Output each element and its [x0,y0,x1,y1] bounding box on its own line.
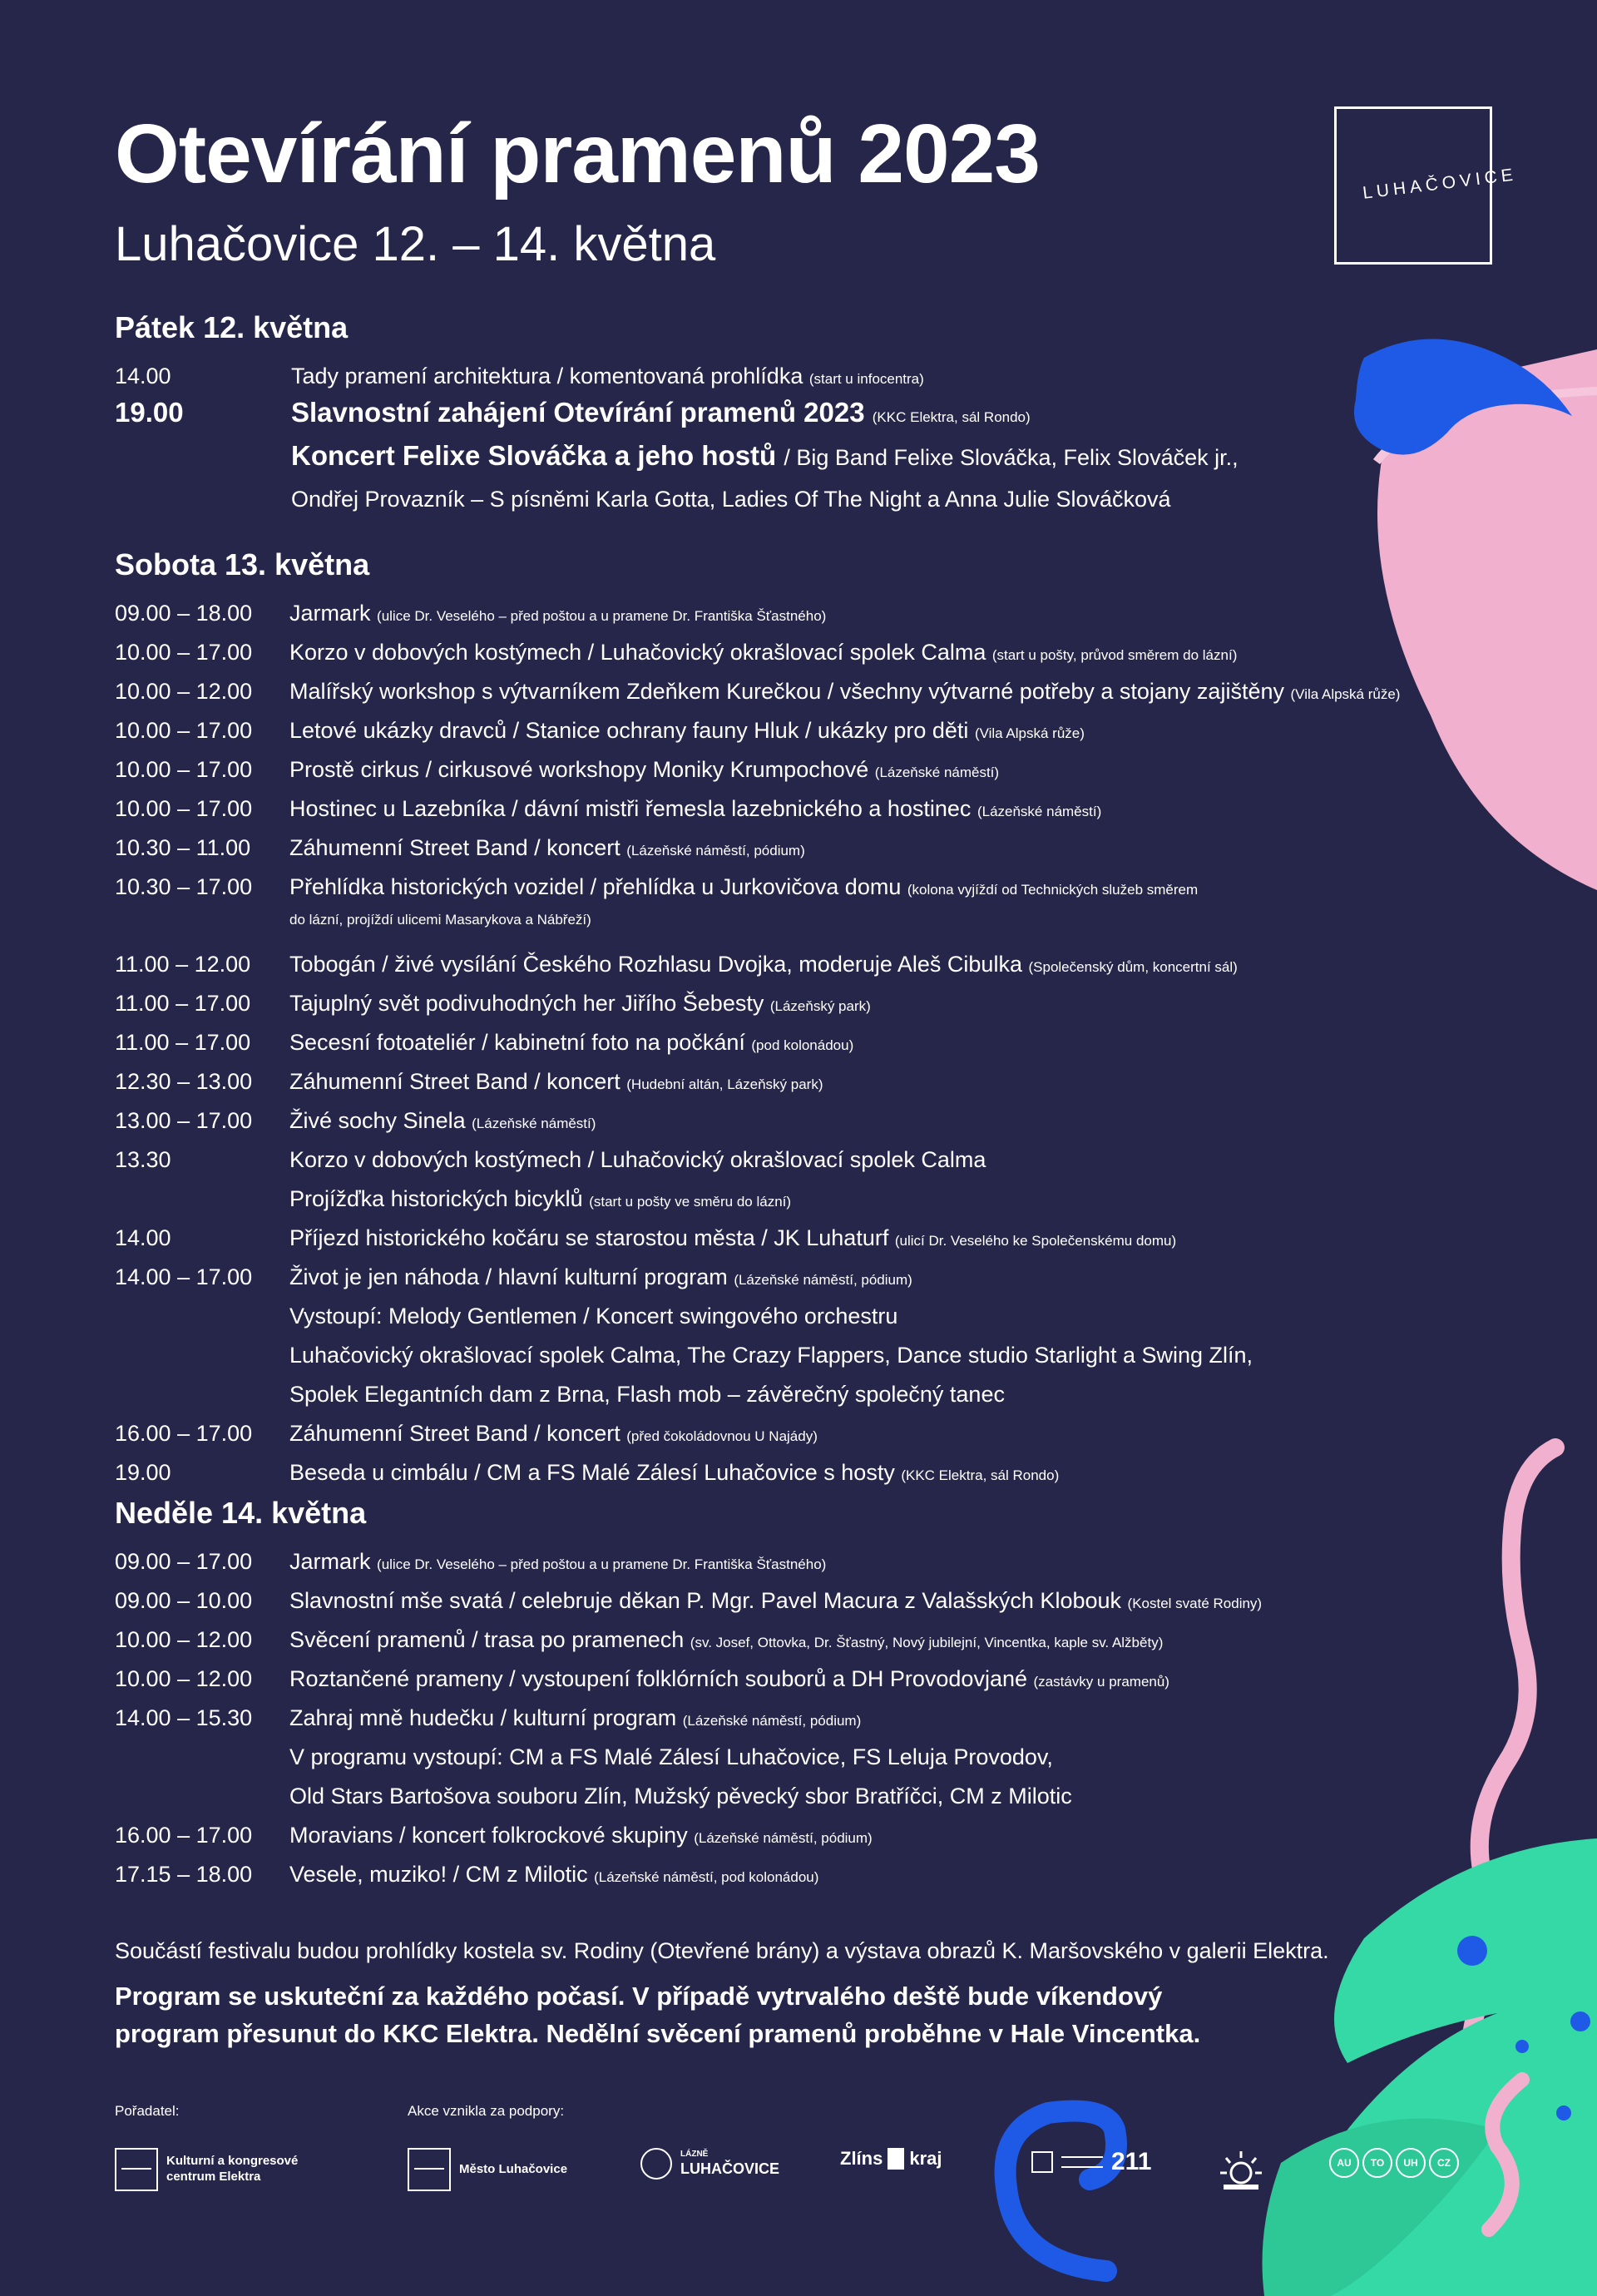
event-time: 19.00 [115,1460,171,1485]
event-time: 10.30 – 11.00 [115,835,251,860]
event-description [289,639,1237,666]
event-title: Prostě cirkus / cirkusové workshopy Moniky Krumpochové [289,757,869,782]
event-location: (před čokoládovnou U Najády) [626,1428,818,1444]
event-description [289,1107,596,1134]
event-title: Letové ukázky dravců / Stanice ochrany fauny Hluk / ukázky pro děti [289,718,969,743]
lazne-logo-icon [640,2148,672,2180]
event-description [289,1705,861,1731]
blue-dot [1515,2040,1529,2053]
event-description [289,1548,826,1575]
event-title: Jarmark [289,1549,371,1574]
event-title: Tady pramení architektura / komentovaná prohlídka [291,364,803,388]
sponsor-name: Město Luhačovice [459,2161,568,2176]
event-location: (Lázeňské náměstí, pódium) [682,1713,862,1729]
event-description [289,1459,1059,1486]
event-title: Old Stars Bartošova souboru Zlín, Mužský pěvecký sbor Bratříčci, CM z Milotic [289,1784,1072,1809]
event-time: 09.00 – 18.00 [115,601,253,626]
event-time: 19.00 [115,397,184,428]
event-location: (kolona vyjíždí od Technických služeb směrem [907,882,1199,898]
blue-dot [1556,2105,1571,2120]
day-title: Pátek 12. května [115,310,349,344]
event-location: (Lázeňské náměstí, pódium) [694,1830,873,1846]
event-location: do lázní, projíždí ulicemi Masarykova a Nábřeží) [289,912,591,928]
zlin-logo-icon [887,2148,904,2170]
event-time: 13.30 [115,1147,171,1172]
event-location: (KKC Elektra, sál Rondo) [901,1467,1060,1483]
event-time: 10.00 – 17.00 [115,796,253,821]
event-location: (start u infocentra) [808,371,924,387]
event-location: (Společenský dům, koncertní sál) [1028,959,1238,975]
event-title: V programu vystoupí: CM a FS Malé Zálesí Luhačovice, FS Leluja Provodov, [289,1744,1053,1769]
event-description [289,873,1198,900]
event-title: Projížďka historických bicyklů [289,1186,583,1211]
event-time: 10.00 – 17.00 [115,640,253,665]
event-time: 11.00 – 17.00 [115,991,251,1016]
sponsor-name-small: LÁZNĚ [680,2149,709,2159]
event-title: Malířský workshop s výtvarníkem Zdeňkem Kurečkou / všechny výtvarné potřeby a stojany zajištěny [289,679,1284,704]
event-location: (start u pošty, průvod směrem do lázní) [991,647,1238,663]
event-title: Slavnostní mše svatá / celebruje děkan P. Mgr. Pavel Macura z Valašských Klobouk [289,1588,1122,1613]
event-description [289,1626,1163,1653]
sponsor-zlinsky-kraj [840,2148,942,2170]
event-time: 10.00 – 17.00 [115,757,253,782]
event-title: Vesele, muziko! / CM z Milotic [289,1862,588,1887]
event-location: (ulice Dr. Veselého – před poštou a u pramene Dr. Františka Šťastného) [377,608,827,624]
organizer-name-line: Kulturní a kongresové [166,2154,299,2169]
poster-title: Otevírání pramenů 2023 [115,107,1040,200]
event-title: Korzo v dobových kostýmech / Luhačovický okrašlovací spolek Calma [289,1147,986,1172]
event-description [289,1783,1072,1809]
event-time: 17.15 – 18.00 [115,1862,253,1887]
event-time: 16.00 – 17.00 [115,1823,253,1848]
event-time: 10.30 – 17.00 [115,874,253,899]
event-description [289,1587,1262,1614]
event-location: (Lázeňské náměstí) [976,804,1102,819]
event-time: 11.00 – 12.00 [115,952,251,977]
event-description [289,795,1101,822]
event-description [291,363,924,389]
event-title: Příjezd historického kočáru se starostou města / JK Luhaturf [289,1225,889,1250]
sponsor-mesto [408,2148,567,2191]
event-description [289,834,805,861]
event-title: Korzo v dobových kostýmech / Luhačovický okrašlovací spolek Calma [289,640,986,665]
event-description [291,396,1031,429]
event-location: (Kostel svaté Rodiny) [1127,1596,1263,1611]
event-description [289,1744,1053,1770]
mesto-logo-icon [408,2148,451,2191]
event-title: Hostinec u Lazebníka / dávní mistři řemesla lazebnického a hostinec [289,796,972,821]
event-title: Jarmark [289,601,371,626]
event-title: Záhumenní Street Band / koncert [289,1069,621,1094]
event-title: Vystoupí: Melody Gentlemen / Koncert swingového orchestru [289,1304,898,1329]
event-description [289,1420,818,1447]
event-title: Život je jen náhoda / hlavní kulturní program [289,1264,728,1289]
poster-subtitle: Luhačovice 12. – 14. května [115,217,716,271]
event-location: (zastávky u pramenů) [1033,1674,1169,1690]
event-title: Zahraj mně hudečku / kulturní program [289,1705,677,1730]
event-description [289,756,999,783]
event-title: Tobogán / živé vysílání Českého Rozhlasu Dvojka, moderuje Aleš Cibulka [289,952,1022,977]
event-time: 09.00 – 10.00 [115,1588,253,1613]
event-title: Živé sochy Sinela [289,1108,466,1133]
event-description [289,1861,818,1888]
event-location: (Vila Alpská růže) [1290,686,1401,702]
event-title: Spolek Elegantních dam z Brna, Flash mob – závěrečný společný tanec [289,1382,1005,1407]
event-description [289,951,1238,977]
event-location: (Hudební altán, Lázeňský park) [626,1076,823,1092]
event-location: (Lázeňské náměstí) [874,765,1000,780]
logo-text: LUHAČOVICE [1362,165,1518,203]
event-location: (Vila Alpská růže) [974,725,1085,741]
luhacovice-logo [1334,106,1518,265]
elektra-logo-icon [115,2148,158,2191]
weather-notice [115,1978,1200,2053]
event-location: (pod kolonádou) [751,1037,854,1053]
event-location: (Lázeňské náměstí, pódium) [626,843,805,859]
event-location: (Lázeňské náměstí, pódium) [734,1272,912,1288]
event-time: 09.00 – 17.00 [115,1549,253,1574]
event-description [289,1146,986,1173]
event-description [289,903,591,930]
event-title: Beseda u cimbálu / CM a FS Malé Zálesí Luhačovice s hosty [289,1460,895,1485]
event-time: 13.00 – 17.00 [115,1108,253,1133]
event-title: Přehlídka historických vozidel / přehlídka u Jurkovičova domu [289,874,902,899]
badge-circle: CZ [1429,2148,1459,2178]
sponsor-auto-uh [1329,2148,1459,2178]
event-title: Koncert Felixe Slováčka a jeho hostů [291,440,777,471]
badge-circle: UH [1396,2148,1426,2178]
sponsor-name-main: LUHAČOVICE [680,2160,780,2177]
event-time: 10.00 – 17.00 [115,718,253,743]
event-location: (start u pošty ve směru do lázní) [589,1194,792,1210]
event-title: Záhumenní Street Band / koncert [289,1421,621,1446]
organizer-name [166,2154,298,2185]
event-description [289,1264,912,1290]
event-time: 10.00 – 12.00 [115,1627,253,1652]
festival-note: Součástí festivalu budou prohlídky kostela sv. Rodiny (Otevřené brány) a výstava obrazů K. Maršovského v galerii Elektra. [115,1938,1329,1963]
event-location: (Lázeňské náměstí) [472,1116,596,1131]
event-description [289,1303,897,1329]
event-description [289,1822,873,1848]
event-title: Záhumenní Street Band / koncert [289,835,621,860]
event-description [289,1029,853,1056]
day-title: Neděle 14. května [115,1496,367,1530]
badge-circle: TO [1362,2148,1392,2178]
sponsor-211 [1031,2148,1151,2176]
event-title: Secesní fotoateliér / kabinetní foto na počkání [289,1030,745,1055]
event-time: 14.00 [115,364,171,388]
event-description [289,717,1085,744]
event-description: Ondřej Provazník – S písněmi Karla Gotta, Ladies Of The Night a Anna Julie Slováčková [291,487,1171,512]
event-location: (Lázeňský park) [769,998,871,1014]
event-location: (KKC Elektra, sál Rondo) [872,409,1031,425]
event-description [289,678,1400,705]
sponsor-name: 211 [1111,2148,1152,2175]
event-description [289,1185,791,1212]
blue-dot [1457,1936,1487,1966]
organizer-name-line: centrum Elektra [166,2170,261,2184]
radio-logo-icon [1031,2151,1053,2173]
event-time: 14.00 – 15.30 [115,1705,253,1730]
blue-dot [1570,2011,1590,2031]
event-description [289,1225,1176,1251]
event-time: 10.00 – 12.00 [115,1666,253,1691]
event-description [289,1342,1253,1368]
event-title: Moravians / koncert folkrockové skupiny [289,1823,688,1848]
event-time: 11.00 – 17.00 [115,1030,251,1055]
event-description [289,1665,1169,1692]
event-location: (ulice Dr. Veselého – před poštou a u pramene Dr. Františka Šťastného) [377,1556,827,1572]
sponsor-name [680,2150,779,2179]
badge-circle: AU [1329,2148,1359,2178]
event-description [289,1381,1005,1408]
event-time: 10.00 – 12.00 [115,679,253,704]
sponsor-lazne [640,2148,779,2180]
event-title: Roztančené prameny / vystoupení folklórních souborů a DH Provodovjané [289,1666,1027,1691]
event-title: Svěcení pramenů / trasa po pramenech [289,1627,685,1652]
blue-squiggle-bottom [1006,2111,1116,2272]
event-time: 14.00 [115,1225,171,1250]
sun-logo-icon [1219,2148,1263,2193]
sponsor-name-part: Zlíns [840,2148,883,2169]
event-title: Slavnostní zahájení Otevírání pramenů 2023 [291,397,865,428]
sponsor-sun-logo [1219,2148,1263,2193]
sponsor-name-part: kraj [909,2148,942,2169]
logo-lines-icon [1061,2156,1103,2168]
event-performers: / Big Band Felixe Slováčka, Felix Slováček jr., [784,445,1239,470]
organizer-logo [115,2148,298,2191]
support-label: Akce vznikla za podpory: [408,2103,565,2119]
event-location: (Lázeňské náměstí, pod kolonádou) [594,1869,819,1885]
event-time: 12.30 – 13.00 [115,1069,253,1094]
event-title: Luhačovický okrašlovací spolek Calma, The Crazy Flappers, Dance studio Starlight a Swing Zlín, [289,1343,1253,1368]
event-location: (ulicí Dr. Veselého ke Společenskému domu) [894,1233,1177,1249]
event-description [289,990,871,1017]
weather-notice-line: Program se uskuteční za každého počasí. V případě vytrvalého deště bude víkendový [115,1982,1163,2011]
event-location: (sv. Josef, Ottovka, Dr. Šťastný, Nový jubilejní, Vincentka, kaple sv. Alžběty) [690,1635,1164,1650]
event-description [289,1068,823,1095]
event-time: 14.00 – 17.00 [115,1264,253,1289]
event-time: 16.00 – 17.00 [115,1421,253,1446]
organizer-label: Pořadatel: [115,2103,180,2119]
event-description [289,600,826,626]
event-title: Tajuplný svět podivuhodných her Jiřího Šebesty [289,991,764,1016]
event-description [291,439,1239,473]
day-title: Sobota 13. května [115,547,370,581]
weather-notice-line: program přesunut do KKC Elektra. Nedělní svěcení pramenů proběhne v Hale Vincentka. [115,2018,1201,2048]
